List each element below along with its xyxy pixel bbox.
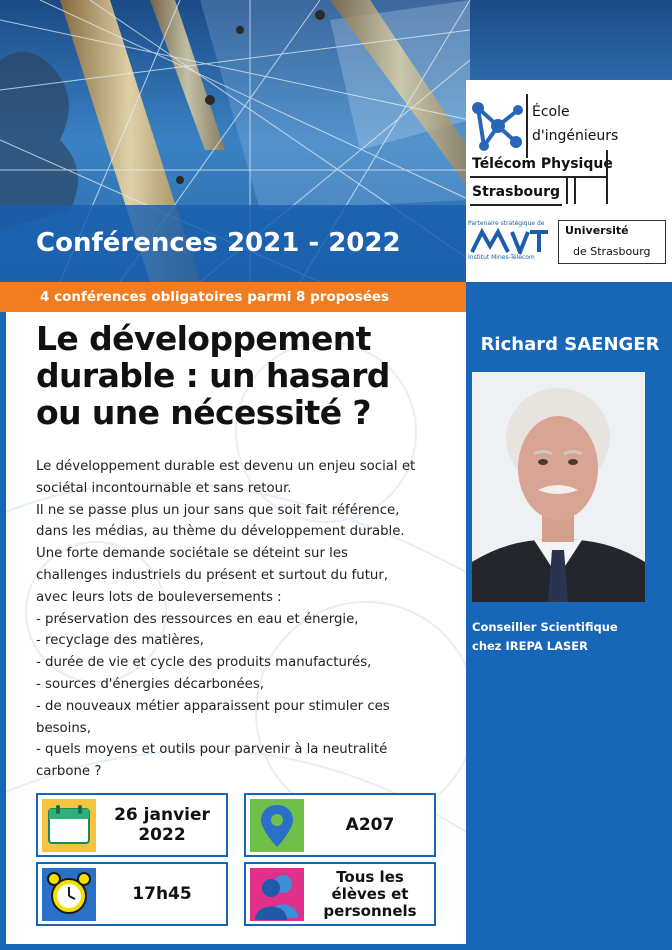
room-box — [244, 793, 436, 857]
university-logo — [558, 220, 666, 264]
imt-name-caption: Institut Mines-Télécom — [468, 254, 535, 261]
speaker-portrait-illustration — [472, 372, 645, 602]
description-line: - durée de vie et cycle des produits manufacturés, — [36, 655, 372, 671]
conference-title — [36, 320, 456, 431]
audience-text: Tous les élèves et personnels — [323, 867, 417, 920]
time-text: 17h45 — [132, 884, 192, 904]
description-line: dans les médias, au thème du développement durable. — [36, 524, 405, 540]
speaker-role: Conseiller Scientifique chez IREPA LASER — [472, 620, 618, 653]
map-pin-icon — [250, 799, 304, 852]
logo-frame-line — [470, 176, 606, 178]
description-line: Le développement durable est devenu un enjeu social et — [36, 459, 416, 474]
school-name-line2: d'ingénieurs — [532, 128, 619, 144]
description-line: - recyclage des matières, — [36, 633, 205, 649]
description-line: - quels moyens et outils pour parvenir à la neutralité — [36, 742, 388, 758]
time-box — [36, 862, 228, 926]
room-text: A207 — [345, 815, 395, 835]
school-name-line3: Télécom Physique — [472, 156, 613, 172]
school-network-logo-icon — [470, 98, 526, 154]
description-line: Une forte demande sociétale se déteint sur les — [36, 546, 348, 562]
description-line: avec leurs lots de bouleversements : — [36, 589, 282, 605]
audience-box — [244, 862, 436, 926]
school-name-line1: École — [532, 104, 570, 120]
logo-frame-line — [566, 178, 568, 204]
imt-partner-caption: Partenaire stratégique de — [468, 220, 545, 227]
logo-frame-line — [574, 178, 576, 204]
description-line: - sources d'énergies décarbonées, — [36, 676, 264, 692]
school-name-line4: Strasbourg — [472, 184, 560, 200]
calendar-icon — [42, 799, 96, 852]
conference-title-line: Le développement — [36, 319, 371, 358]
requirement-text: 4 conférences obligatoires parmi 8 proposées — [40, 289, 390, 305]
series-title: Conférences 2021 - 2022 — [36, 228, 401, 258]
date-text: 26 janvier 2022 — [114, 805, 210, 845]
description-line: carbone ? — [36, 764, 102, 780]
conference-panel — [0, 312, 466, 950]
description-line: - de nouveaux métier apparaissent pour stimuler ces — [36, 698, 390, 714]
description-line: challenges industriels du présent et surtout du futur, — [36, 567, 389, 583]
description-line: Il ne se passe plus un jour sans que soit fait référence, — [36, 502, 400, 518]
date-box — [36, 793, 228, 857]
imt-logo — [468, 220, 552, 264]
logo-frame-line — [606, 150, 608, 204]
logo-frame-line — [526, 94, 528, 158]
logo-frame-line — [470, 204, 562, 206]
people-icon — [250, 868, 304, 921]
requirement-banner — [0, 282, 466, 312]
conference-title-line: durable : un hasard — [36, 356, 390, 395]
alarm-clock-icon — [42, 868, 96, 921]
speaker-portrait — [472, 372, 645, 602]
conference-title-line: ou une nécessité ? — [36, 393, 371, 432]
speaker-name: Richard SAENGER — [480, 334, 660, 355]
description-line: besoins, — [36, 720, 91, 736]
description-line: sociétal incontournable et sans retour. — [36, 480, 292, 496]
university-name-line1: Université — [565, 224, 629, 237]
logo-panel — [466, 80, 672, 282]
university-name-line2: de Strasbourg — [573, 245, 651, 258]
description-line: - préservation des ressources en eau et énergie, — [36, 611, 359, 627]
conference-description — [36, 456, 456, 783]
imt-mark-icon — [468, 228, 552, 254]
